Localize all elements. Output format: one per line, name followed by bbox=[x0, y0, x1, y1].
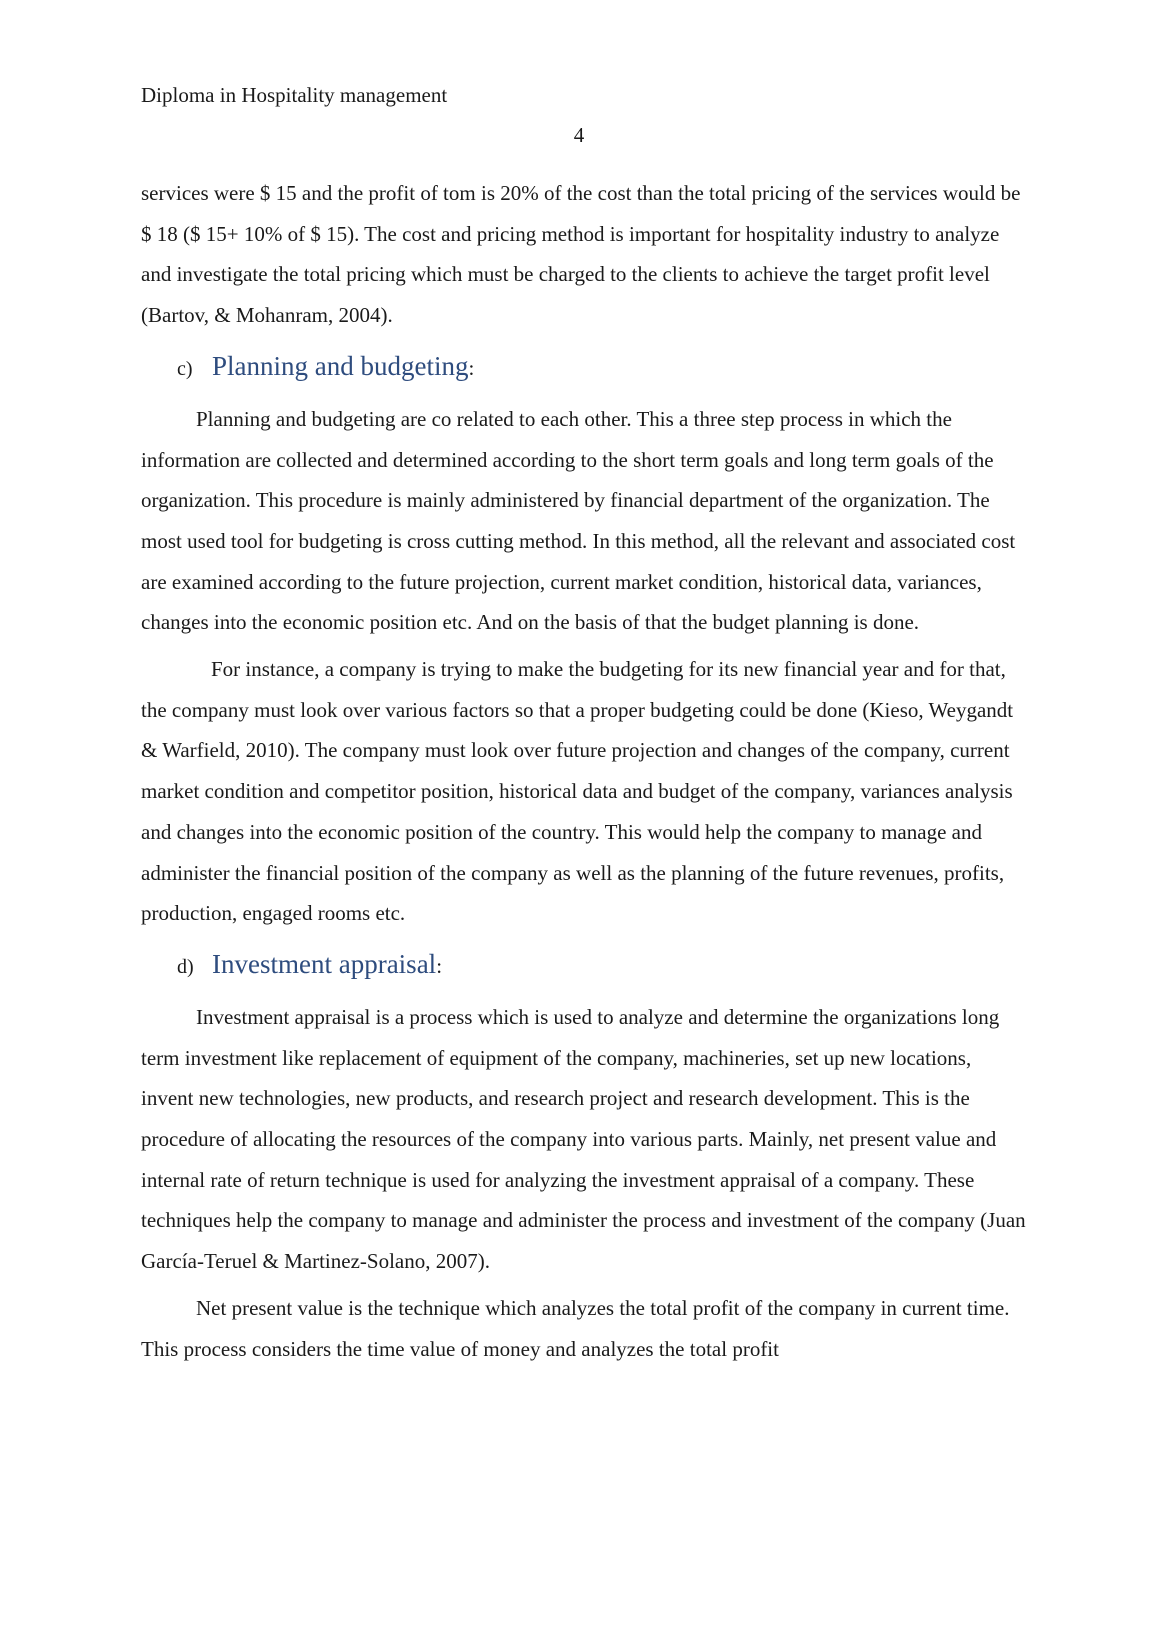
heading-planning-budgeting bbox=[177, 346, 1027, 389]
document-body bbox=[141, 173, 1027, 1369]
list-marker: c) bbox=[177, 357, 193, 380]
page-number: 4 bbox=[573, 123, 585, 147]
heading-colon: : bbox=[468, 355, 475, 380]
running-header: Diploma in Hospitality management bbox=[141, 83, 448, 107]
heading-text: Planning and budgeting bbox=[212, 350, 469, 381]
paragraph-npv: Net present value is the technique which analyzes the total profit of the company in current time. This process considers the time value of money and analyzes the total profit bbox=[141, 1295, 1010, 1361]
list-marker: d) bbox=[177, 955, 194, 978]
paragraph-pricing: services were $ 15 and the profit of tom is 20% of the cost than the total pricing of the services would be $ 18 ($ 15+ 10% of $ 15). The cost and pricing method is important for hospitality industry to analyze and investigate the total pricing which must be charged to the clients to achieve the target profit level (Bartov, & Mohanram, 2004). bbox=[141, 181, 1021, 328]
paragraph-planning-example: For instance, a company is trying to make the budgeting for its new financial year and for that, the company must look over various factors so that a proper budgeting could be done (Kieso, Weygandt & Warfield, 2010). The company must look over future projection and changes of the company, current market condition and competitor position, historical data and budget of the company, variances analysis and changes into the economic position of the country. This would help the company to manage and administer the financial position of the company as well as the planning of the future revenues, profits, production, engaged rooms etc. bbox=[141, 657, 1014, 926]
heading-investment-appraisal bbox=[177, 944, 1027, 987]
heading-text: Investment appraisal bbox=[212, 948, 437, 979]
paragraph-investment-intro: Investment appraisal is a process which is used to analyze and determine the organizations long term investment like replacement of equipment of the company, machineries, set up new locations, invent new technologies, new products, and research project and research development. This is the procedure of allocating the resources of the company into various parts. Mainly, net present value and internal rate of return technique is used for analyzing the investment appraisal of a company. These techniques help the company to manage and administer the process and investment of the company (Juan García-Teruel & Martinez-Solano, 2007). bbox=[141, 1004, 1026, 1274]
paragraph-planning-intro: Planning and budgeting are co related to each other. This a three step process in which the information are collected and determined according to the short term goals and long term goals of the organization. This procedure is mainly administered by financial department of the organization. The most used tool for budgeting is cross cutting method. In this method, all the relevant and associated cost are examined according to the future projection, current market condition, historical data, variances, changes into the economic position etc. And on the basis of that the budget planning is done. bbox=[141, 406, 1016, 635]
heading-colon: : bbox=[436, 953, 443, 978]
